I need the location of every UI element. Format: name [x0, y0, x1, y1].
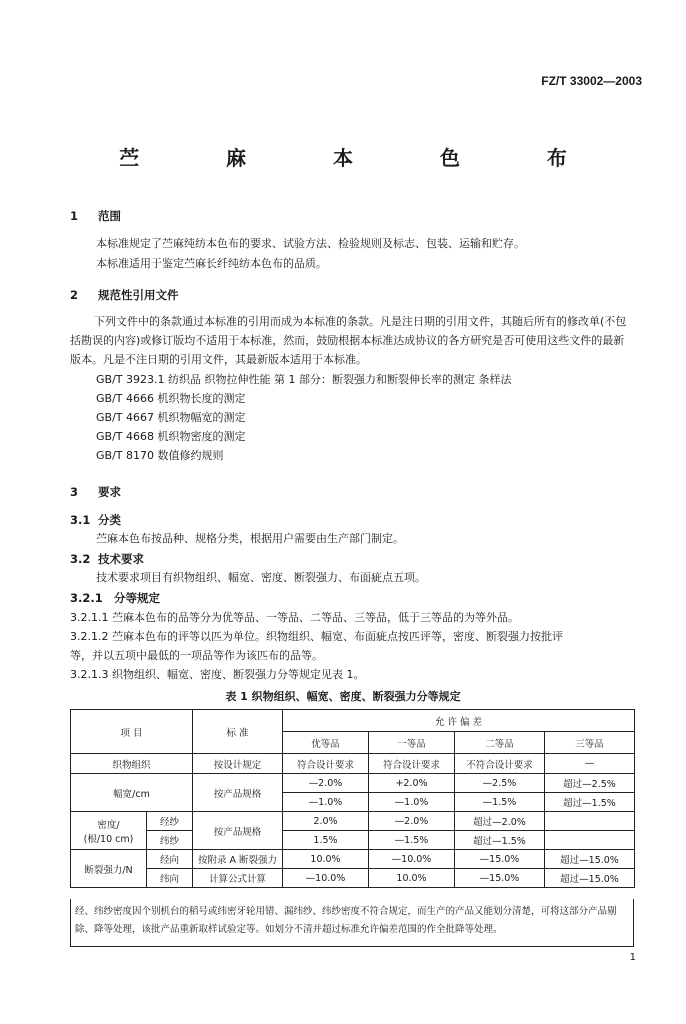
table-note: 经、纬纱密度因个别机台的稻号或纬密牙轮用错、漏纬纱、纬纱密度不符合规定，而生产的产品又能划分清楚，可将这部分产品剔除、降等处理，该批产品重新取样试验定等。如划分不清并超过标准允许偏差范围的作全批降等处理。: [70, 899, 634, 947]
header-grade: 一等品: [369, 732, 455, 754]
section-2-para: 下列文件中的条款通过本标准的引用而成为本标准的条款。凡是注日期的引用文件，其随后所有的修改单(不包括勘误的内容)或修订版均不适用于本标准，然而，鼓励根据本标准达成协议的各方研究是否可使用这些文件的最新版本。凡是不注日期的引用文件，其最新版本适用于本标准。: [70, 315, 627, 366]
row-label: [71, 812, 147, 850]
header-grade: 二等品: [455, 732, 545, 754]
table-cell: 超过—15.0%: [545, 850, 635, 869]
table-cell: 不符合设计要求: [455, 754, 545, 774]
table-cell: —1.0%: [283, 793, 369, 812]
header-standard: 标 准: [193, 710, 283, 754]
row-label-line: (根/10 cm): [83, 833, 134, 845]
row-label-line: 密度/: [97, 819, 120, 831]
section-2-heading: [70, 287, 179, 303]
section-1-heading: [70, 208, 121, 224]
table-cell: —: [545, 754, 635, 774]
clause-3-2-1-1: 3.2.1.1 苎麻本色布的品等分为优等品、一等品、二等品、三等品，低于三等品的为等外品。: [70, 611, 519, 624]
section-title: 范围: [98, 209, 121, 223]
clause-3-2-1-2-line-2: 等，并以五项中最低的一项品等作为该匹布的品等。: [70, 649, 323, 662]
table-cell: 按产品规格: [193, 812, 283, 850]
section-3-2-1-heading: [70, 590, 160, 606]
section-number: 2: [70, 288, 79, 302]
reference-item: GB/T 3923.1 纺织品 织物拉伸性能 第 1 部分：断裂强力和断裂伸长率的测定 条样法: [96, 373, 512, 386]
standard-code: FZ/T 33002—2003: [541, 74, 642, 88]
reference-item: GB/T 4667 机织物幅宽的测定: [96, 411, 246, 424]
section-title: 分类: [98, 513, 121, 527]
table-cell: 按附录 A 断裂强力: [193, 850, 283, 869]
table-cell: —15.0%: [455, 869, 545, 888]
page-number: 1: [629, 952, 636, 963]
table-cell: 超过—15.0%: [545, 869, 635, 888]
table-cell: 超过—2.0%: [455, 812, 545, 831]
section-title: 分等规定: [114, 591, 160, 605]
header-grade: 三等品: [545, 732, 635, 754]
row-label: 织物组织: [71, 754, 193, 774]
reference-item: GB/T 4666 机织物长度的测定: [96, 392, 246, 405]
table-cell: 10.0%: [369, 869, 455, 888]
section-3-2-heading: [70, 551, 144, 567]
row-label: 幅宽/cm: [71, 774, 193, 812]
table-cell: 符合设计要求: [369, 754, 455, 774]
table-caption: 表 1 织物组织、幅宽、密度、断裂强力分等规定: [225, 690, 461, 703]
table-cell: —1.5%: [369, 831, 455, 850]
table-cell: —1.5%: [455, 793, 545, 812]
table-cell: —2.0%: [369, 812, 455, 831]
section-1-para-2: 本标准适用于鉴定苎麻长纤纯纺本色布的品质。: [96, 257, 327, 270]
table-cell: —1.0%: [369, 793, 455, 812]
section-title: 规范性引用文件: [98, 288, 179, 302]
section-number: 3: [70, 485, 79, 499]
sub-label: 经向: [147, 850, 193, 869]
table-cell: —2.0%: [283, 774, 369, 793]
header-item: 项 目: [71, 710, 193, 754]
table-cell: [545, 831, 635, 850]
section-number: 3.2.1: [70, 591, 103, 605]
table-cell: 1.5%: [283, 831, 369, 850]
table-cell: —15.0%: [455, 850, 545, 869]
table-cell: [545, 812, 635, 831]
section-3-1-para: 苎麻本色布按品种、规格分类，根据用户需要由生产部门制定。: [96, 532, 404, 545]
table-cell: 按产品规格: [193, 774, 283, 812]
header-tolerance: 允 许 偏 差: [283, 710, 635, 732]
table-cell: —10.0%: [283, 869, 369, 888]
table-cell: 2.0%: [283, 812, 369, 831]
section-3-heading: [70, 484, 121, 500]
grading-table: [70, 709, 635, 888]
document-title: 苎 麻 本 色 布: [119, 146, 607, 170]
section-3-1-heading: [70, 512, 121, 528]
sub-label: 经纱: [147, 812, 193, 831]
section-number: 3.1: [70, 513, 91, 527]
table-cell: 超过—2.5%: [545, 774, 635, 793]
section-number: 1: [70, 209, 79, 223]
table-cell: 符合设计要求: [283, 754, 369, 774]
section-3-2-para: 技术要求项目有织物组织、幅宽、密度、断裂强力、布面疵点五项。: [96, 571, 426, 584]
row-label: 断裂强力/N: [71, 850, 147, 888]
table-cell: 计算公式计算: [193, 869, 283, 888]
table-cell: —10.0%: [369, 850, 455, 869]
clause-3-2-1-3: 3.2.1.3 织物组织、幅宽、密度、断裂强力分等规定见表 1。: [70, 668, 365, 681]
sub-label: 纬纱: [147, 831, 193, 850]
section-title: 技术要求: [98, 552, 144, 566]
section-1-para-1: 本标准规定了苎麻纯纺本色布的要求、试验方法、检验规则及标志、包装、运输和贮存。: [96, 237, 525, 250]
table-cell: 超过—1.5%: [545, 793, 635, 812]
table-cell: 按设计规定: [193, 754, 283, 774]
table-cell: 超过—1.5%: [455, 831, 545, 850]
clause-3-2-1-2-line-1: 3.2.1.2 苎麻本色布的评等以匹为单位。织物组织、幅宽、布面疵点按匹评等，密度、断裂强力按批评: [70, 630, 563, 643]
reference-item: GB/T 8170 数值修约规则: [96, 449, 224, 462]
section-number: 3.2: [70, 552, 91, 566]
header-grade: 优等品: [283, 732, 369, 754]
section-title: 要求: [98, 485, 121, 499]
table-cell: —2.5%: [455, 774, 545, 793]
sub-label: 纬向: [147, 869, 193, 888]
reference-item: GB/T 4668 机织物密度的测定: [96, 430, 246, 443]
table-cell: +2.0%: [369, 774, 455, 793]
reference-list: [96, 370, 511, 465]
table-cell: 10.0%: [283, 850, 369, 869]
